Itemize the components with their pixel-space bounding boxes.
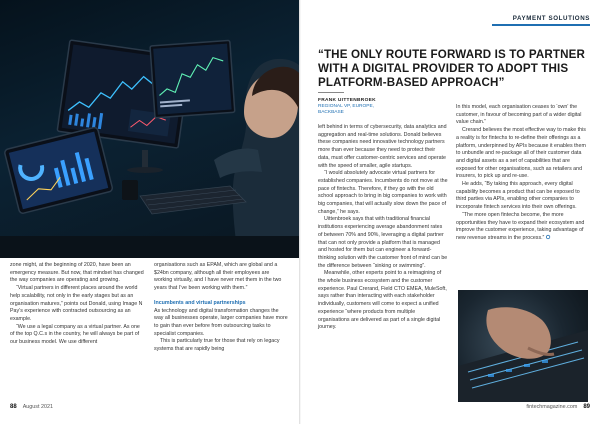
right-folio — [526, 404, 590, 410]
pull-quote: “THE ONLY ROUTE FORWARD IS TO PARTNER WITH A DIGITAL PROVIDER TO ADOPT THIS PLATFORM-BASED APPROACH” — [318, 48, 586, 89]
right-column-1 — [318, 124, 448, 332]
quote-attribution — [318, 98, 438, 117]
right-column-2 — [456, 104, 590, 243]
hero-photo — [0, 0, 300, 258]
attribution-company: BACKBASE — [318, 110, 344, 116]
paragraph: “We use a legal company as a virtual partner. As one of the top Q.C.s in the country, he will always be part of our business model. We use different — [10, 323, 140, 346]
paragraph: He adds, “By taking this approach, every digital capability becomes a product that can be exposed to third parties via APIs, enabling other companies to incorporate fintech services into their own offerings. — [456, 181, 580, 211]
left-column-1 — [10, 262, 144, 347]
paragraph: As technology and digital transformation changes the way all businesses operate, larger companies have more to gain than ever before from outsourcing tasks to specialist companies. — [154, 307, 288, 337]
end-mark-icon: ⭘ — [545, 234, 551, 241]
attribution-role: REGIONAL VP, EUROPE, — [318, 104, 374, 110]
hand-on-laptop-illustration — [458, 290, 588, 402]
paragraph: “I would absolutely advocate virtual partners for established companies. Incumbents do not move at the pace of fintechs. Therefore, if they go with the old school approach to bring in big companies to work with big companies, that will actually slow down the pace of change,” he says. — [318, 170, 448, 215]
paragraph: left behind in terms of cybersecurity, data analytics and aggregation and real-time solutions. Donald believes these companies need innovative technology partners more than ever because they need to protect their data, must offer customer-centric services and operate with the speed of smaller, agile startups. — [318, 124, 447, 169]
section-subhead: Incumbents and virtual partnerships — [154, 299, 246, 306]
section-tag: PAYMENT SOLUTIONS — [512, 15, 590, 22]
paragraph: Uittenbroek says that with traditional financial institutions experiencing average abandonment rates of between 70% and 90%, leveraging a digital partner that can not only provide a platform that is managed and hosted for them but can engineer a forward-thinking solution with the customer front of mind can be the difference between “sinking or swimming”. — [318, 216, 448, 269]
left-folio — [10, 404, 53, 410]
paragraph: Crerand believes the most effective way to make this a reality is for fintechs to re-define their offerings as a platform, underpinned by APIs because it enables them to unbundle and re-package all of their customer data and digital assets as a set of capabilities that are exposed for other organisations, such as retailers and insurers, to pick up and re-use. — [456, 127, 586, 180]
page-gutter — [299, 0, 301, 424]
paragraph: “Virtual partners in different places around the world help scalability, not only in the early stages but as an organisation matures,” points out Donald, using Image N Pay’s experience with contracted outsourcing as an example. — [10, 285, 143, 322]
paragraph: zone might, at the beginning of 2020, have been an emergency measure. But now, that mindset has changed the way companies are operating and growing. — [10, 262, 144, 284]
paragraph — [456, 212, 590, 243]
paragraph: Meanwhile, other experts point to a reimagining of the whole business ecosystem and the customer experience. Paul Crerand, Field CTO EMEA, MuleSoft, says rather than interacting with each stakeholder individually, customers will come to expect a unified experience “where products from multiple organisations are delivered as part of a single digital journey. — [318, 270, 447, 331]
left-column-2 — [154, 262, 288, 354]
paragraph: In this model, each organisation ceases to ‘own’ the customer, in favour of becoming part of a wider digital value chain.” — [456, 104, 582, 126]
laptop-photo — [458, 290, 588, 402]
paragraph: organisations such as EPAM, which are global and a $24bn company, although all their employees are working virtually, and I have never met them in the two years that I’ve been working with them.” — [154, 262, 282, 292]
paragraph: This is particularly true for those that rely on legacy systems that are rapidly being — [154, 338, 280, 353]
issue-date: August 2021 — [22, 404, 53, 410]
website: fintechmagazine.com — [526, 404, 578, 410]
page-number: 88 — [10, 404, 17, 410]
spacer — [154, 293, 288, 300]
section-rule — [492, 24, 590, 26]
attribution-name: FRANK UITTENBROEK — [318, 98, 376, 103]
trading-desk-illustration — [0, 0, 300, 258]
quote-divider — [318, 92, 344, 93]
page-number: 89 — [583, 404, 590, 410]
paragraph-text: “The more open fintechs become, the more opportunities they have to expand their ecosystem and improve the customer experience, taking advantage of new revenue streams in the process.” — [456, 211, 585, 241]
